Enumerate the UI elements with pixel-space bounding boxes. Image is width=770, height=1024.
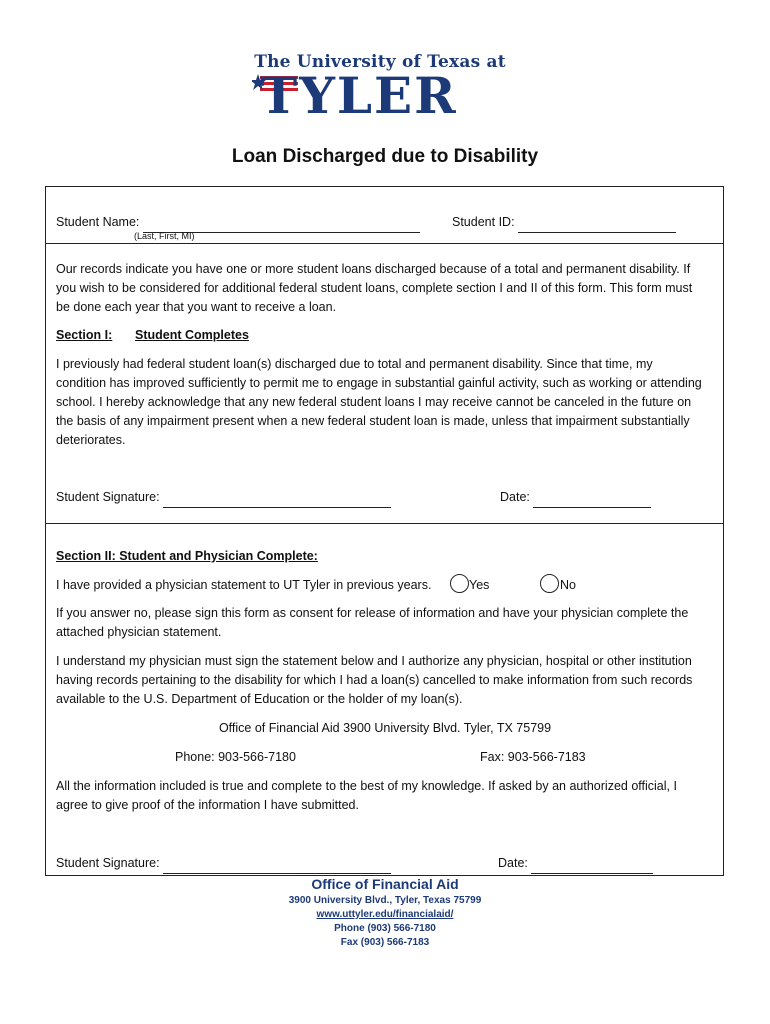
date-label: Date:: [498, 856, 528, 870]
yes-label: Yes: [469, 578, 490, 592]
student-name-row: [56, 213, 420, 233]
student-id-field[interactable]: [518, 213, 676, 233]
signature-field[interactable]: [163, 488, 391, 508]
university-logo: [250, 52, 510, 124]
document-title: Loan Discharged due to Disability: [231, 146, 539, 167]
student-name-label: Student Name:: [56, 215, 140, 229]
intro-paragraph: Our records indicate you have one or more student loans discharged because of a total and permanent disability. If you wish to be considered for additional federal student loans, complete section I and II of this form. This form must be done each year that you want to receive a loan.: [56, 262, 693, 314]
yes-radio[interactable]: [450, 574, 469, 593]
logo-text-line1: The University of Texas at: [254, 52, 506, 72]
footer-website-link[interactable]: www.uttyler.edu/financialaid/: [316, 909, 454, 920]
date-label: Date:: [500, 490, 530, 504]
section-two-heading: Section II: Student and Physician Complete:: [56, 549, 318, 563]
authorization-paragraph: I understand my physician must sign the statement below and I authorize any physician, hospital or other institution having records pertaining to the disability for which I had a loan(s) cancelled to make information from such records available to the U.S. Department of Education or the holder of my loan(s).: [56, 654, 693, 706]
footer-address: 3900 University Blvd., Tyler, Texas 75799: [288, 895, 482, 906]
date-field[interactable]: [533, 488, 651, 508]
student-id-row: [452, 213, 676, 233]
no-radio[interactable]: [540, 574, 559, 593]
signature-field[interactable]: [163, 854, 391, 874]
date-row-2: [498, 854, 653, 874]
student-name-hint: (Last, First, MI): [134, 231, 195, 241]
student-id-label: Student ID:: [452, 215, 515, 229]
office-phone: Phone: 903-566-7180: [175, 750, 296, 764]
signature-label: Student Signature:: [56, 856, 160, 870]
office-fax: Fax: 903-566-7183: [480, 750, 586, 764]
consent-paragraph: If you answer no, please sign this form as consent for release of information and have your physician complete the attached physician statement.: [56, 606, 689, 639]
physician-question: I have provided a physician statement to UT Tyler in previous years.: [56, 578, 432, 592]
section-one-statement: I previously had federal student loan(s) discharged due to total and permanent disability. Since that time, my condition has improved sufficiently to permit me to engage in substantial gainful activity, such as working or attending school. I hereby acknowledge that any new federal student loans I may receive cannot be canceled in the future on the basis of any impairment present when a new federal student loan is made, unless that impairment substantially deteriorates.: [56, 357, 702, 447]
signature-row-1: [56, 488, 391, 508]
signature-label: Student Signature:: [56, 490, 160, 504]
logo-text-line2: TYLER: [260, 66, 458, 125]
certification-paragraph: All the information included is true and complete to the best of my knowledge. If asked by an authorized official, I agree to give proof of the information I have submitted.: [56, 779, 677, 812]
section-one-title: Student Completes: [135, 328, 249, 342]
date-field[interactable]: [531, 854, 653, 874]
no-label: No: [560, 578, 576, 592]
footer-office: Office of Financial Aid: [311, 876, 459, 892]
date-row-1: [500, 488, 651, 508]
section-one-heading: [56, 326, 249, 345]
office-line: Office of Financial Aid 3900 University Blvd. Tyler, TX 75799: [218, 721, 552, 735]
signature-row-2: [56, 854, 391, 874]
footer-fax: Fax (903) 566-7183: [340, 937, 430, 948]
footer-phone: Phone (903) 566-7180: [334, 923, 436, 934]
section-one-label: Section I:: [56, 328, 113, 342]
